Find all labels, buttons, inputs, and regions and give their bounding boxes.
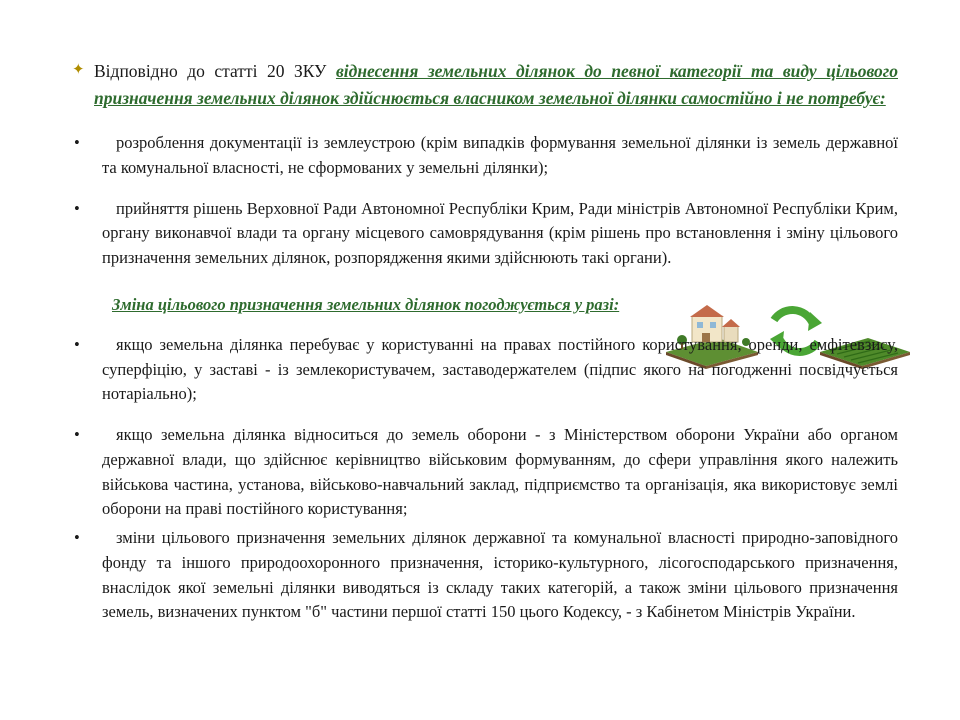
bullet-marker: • [74, 133, 80, 153]
intro-lead-text: Відповідно до статті 20 ЗКУ [94, 61, 327, 81]
condition-paragraph-3-text: зміни цільового призначення земельних ділянок державної та комунальної власності природно-заповідного фонду та іншого природоохоронного призначення, історико-культурного, лісогосподарського призначення, внаслідок якої земельні ділянки виводяться із складу таких категорій, а також зміни цільового призначення земель, визначених пунктом "б" частини першої статті 150 цього Кодексу, - з Кабінетом Міністрів України. [102, 528, 898, 622]
intro-emphasis-text: віднесення земельних ділянок до певної категорії та виду цільового призначення земельних ділянок здійснюється власником земельної ділянки самостійно і не потребує: [94, 61, 898, 108]
body-paragraph-2-text: прийняття рішень Верховної Ради Автономної Республіки Крим, Ради міністрів Автономної Республіки Крим, органу виконавчої влади та органу місцевого самоврядування (крім рішень про встановлення і зміну цільового призначення земельних ділянок, розпорядження якими здійснюють такі органи). [102, 198, 898, 268]
condition-paragraph-1-text: якщо земельна ділянка перебуває у користуванні на правах постійного користування, оренди, емфітевзису, суперфіцію, у заставі - із землекористувачем, заставодержателем (підпис якого на погодженні посвідчується нотаріально); [102, 334, 898, 404]
condition-paragraph-2-text: якщо земельна ділянка відноситься до земель оборони - з Міністерством оборони України або органом державної влади, що здійснює керівництво військовим формуванням, до сфери управління якого належить військова частина, установа, військово-навчальний заклад, підприємство та організація, яка використовує землі оборони на праві постійного користування; [102, 425, 898, 519]
condition-paragraph-2 [72, 423, 898, 522]
bullet-marker: • [74, 334, 80, 354]
bullet-marker: • [74, 425, 80, 445]
bullet-marker: • [74, 528, 80, 548]
condition-paragraph-3 [72, 526, 898, 625]
condition-paragraph-1 [72, 333, 898, 407]
body-paragraph-2 [72, 197, 898, 271]
body-paragraph-1-text: розроблення документації із землеустрою (крім випадків формування земельної ділянки із земель державної та комунальної власності, не сформованих у земельні ділянки); [102, 133, 898, 177]
intro-paragraph [72, 58, 898, 111]
body-paragraph-1 [72, 131, 898, 181]
diamond-bullet-icon: ✦ [72, 62, 85, 78]
section-subheading: Зміна цільового призначення земельних ділянок погоджується у разі: [112, 294, 620, 314]
bullet-marker: • [74, 198, 80, 218]
